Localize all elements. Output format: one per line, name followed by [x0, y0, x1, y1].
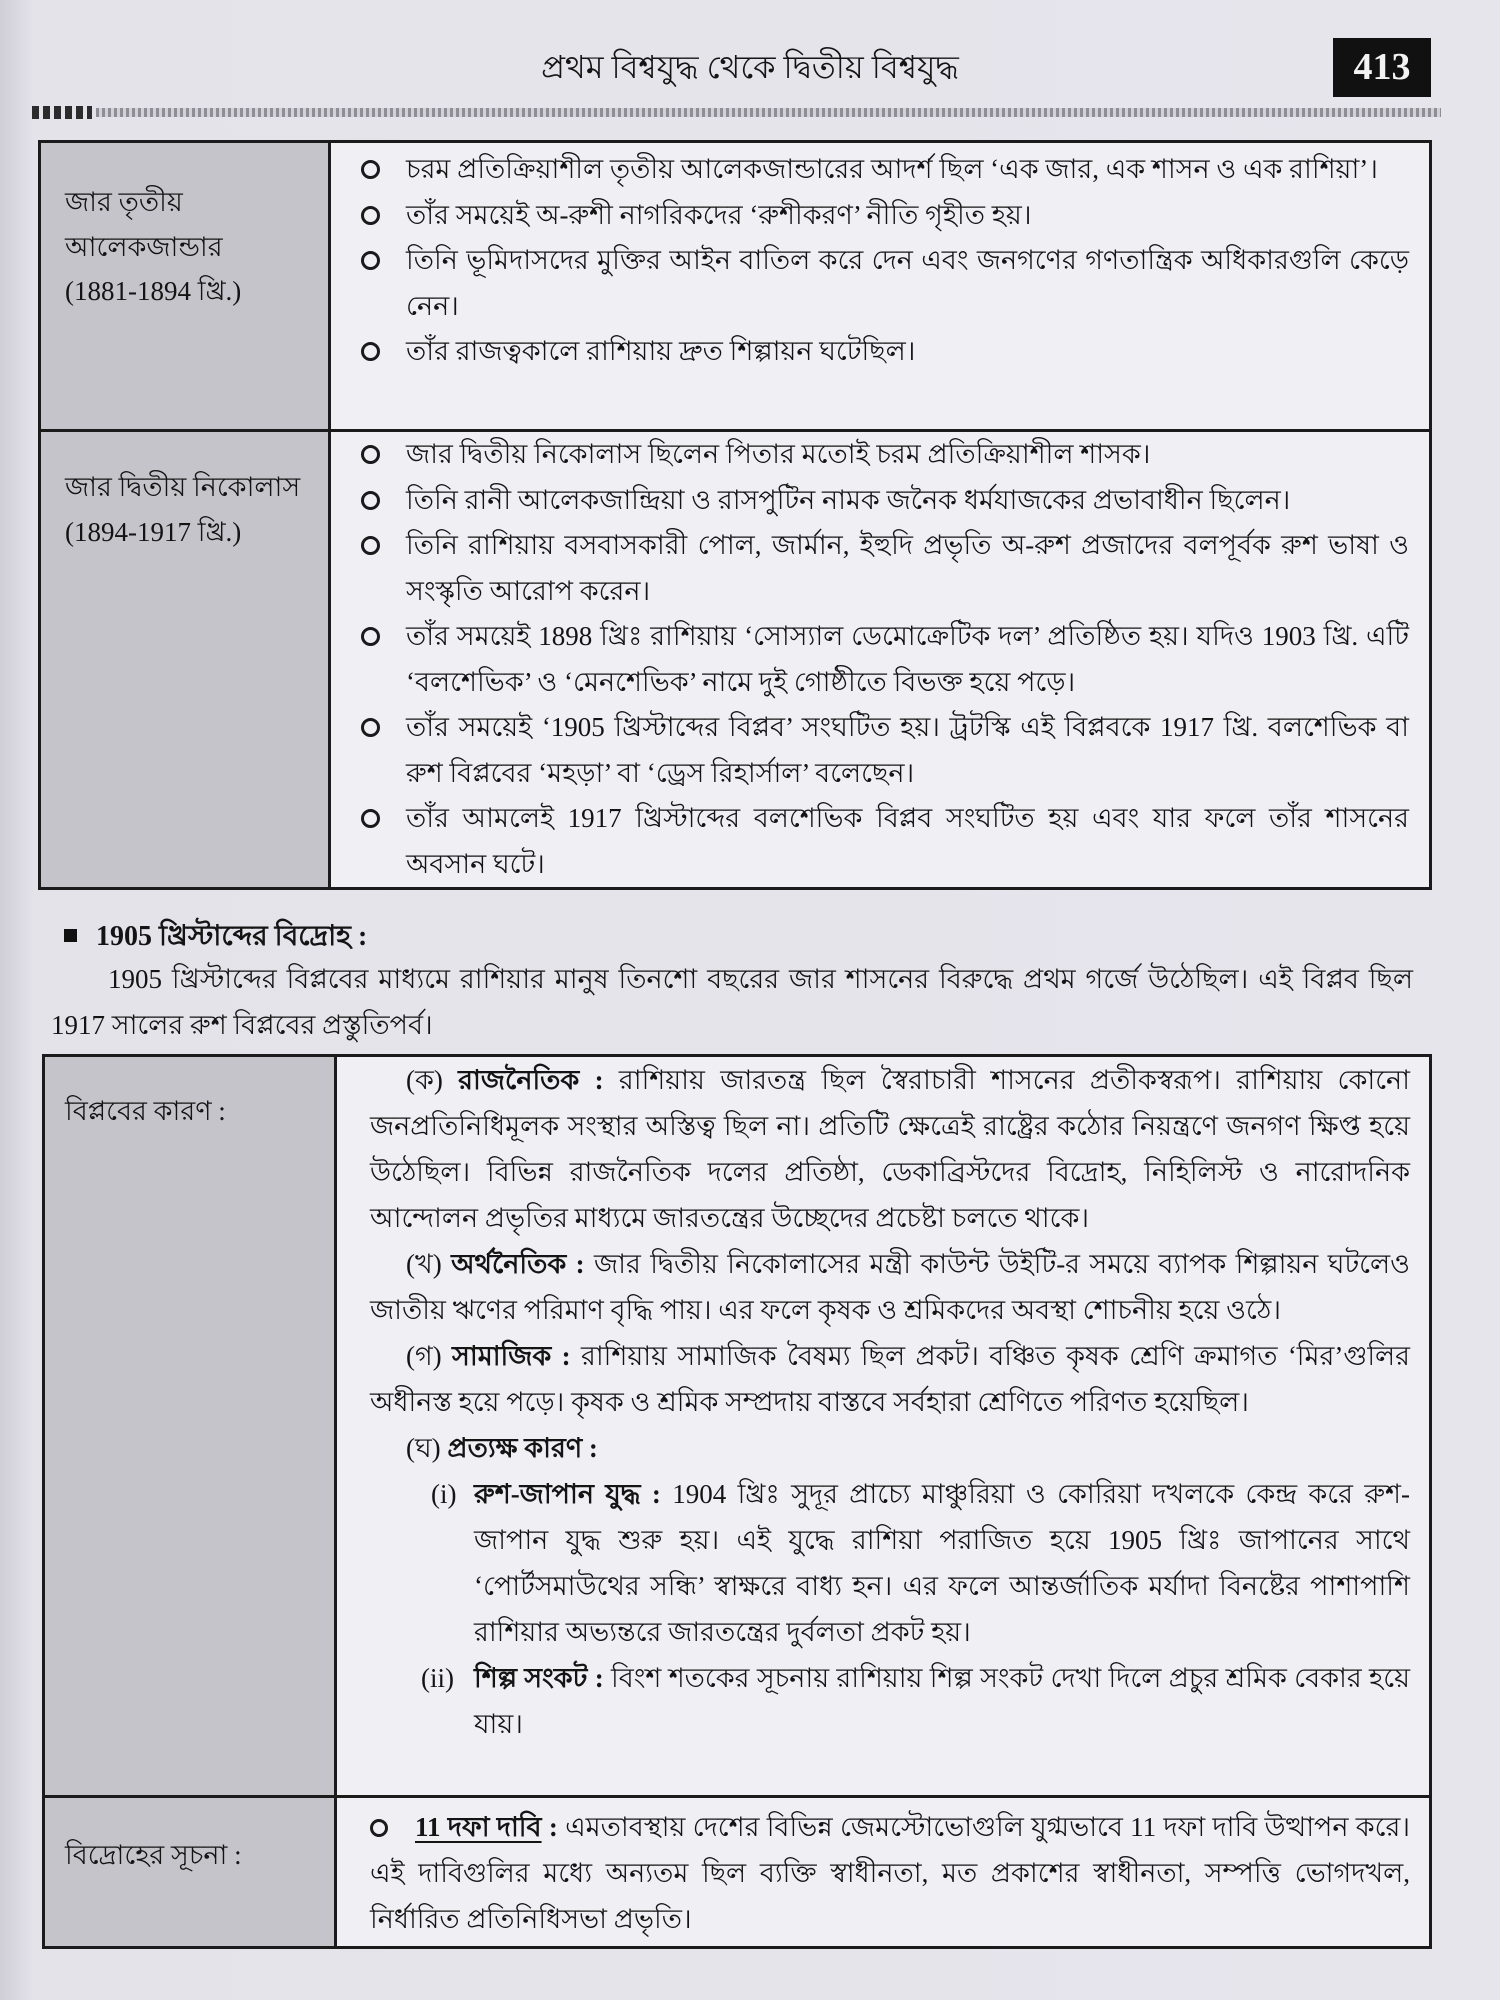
header-rule-dashes: [32, 106, 92, 119]
bullet-item: তাঁর সময়েই ‘1905 খ্রিস্টাব্দের বিপ্লব’ সংঘটিত হয়। ট্রটস্কি এই বিপ্লবকে 1917 খ্রি. বলশেভিক বা রুশ বিপ্লবের ‘মহড়া’ বা ‘ড্রেস রিহার্সাল’ বলেছেন।: [406, 705, 1409, 796]
tsar-reign-table: [38, 140, 1432, 890]
label-line: আলেকজান্ডার: [65, 231, 223, 262]
label-line: (1894-1917 খ্রি.): [65, 516, 242, 547]
bullet-item: তিনি রানী আলেকজান্দ্রিয়া ও রাসপুটিন নামক জনৈক ধর্মযাজকের প্রভাবাধীন ছিলেন।: [406, 478, 1409, 524]
row-content-causes: [337, 1057, 1429, 1795]
page-body: [0, 140, 1500, 1949]
bullet-item: তাঁর আমলেই 1917 খ্রিস্টাব্দের বলশেভিক বিপ্লব সংঘটিত হয় এবং যার ফলে তাঁর শাসনের অবসান ঘটে।: [406, 796, 1409, 887]
revolt-1905-table: [42, 1054, 1432, 1949]
label-line: (1881-1894 খ্রি.): [65, 276, 242, 306]
bullet-item: জার দ্বিতীয় নিকোলাস ছিলেন পিতার মতোই চরম প্রতিক্রিয়াশীল শাসক।: [406, 432, 1409, 478]
hollow-circle-bullet-icon: [361, 809, 380, 828]
page-number-badge: 413: [1333, 38, 1431, 97]
section-paragraph: 1905 খ্রিস্টাব্দের বিপ্লবের মাধ্যমে রাশিয়ার মানুষ তিনশো বছরের জার শাসনের বিরুদ্ধে প্রথম গর্জে উঠেছিল। এই বিপ্লব ছিল 1917 সালের রুশ বিপ্লবের প্রস্তুতিপর্ব।: [51, 964, 1413, 1040]
hollow-circle-bullet-icon: [361, 536, 380, 555]
label-line: জার তৃতীয়: [65, 187, 183, 217]
hollow-circle-bullet-icon: [361, 206, 380, 225]
direct-cause-russo-japanese-war: (i) রুশ-জাপান যুদ্ধ : 1904 খ্রিঃ সুদূর প্রাচ্যে মাঞ্চুরিয়া ও কোরিয়া দখলকে কেন্দ্র করে রুশ-জাপান যুদ্ধ শুরু হয়। এই যুদ্ধে রাশিয়া পরাজিত হয়ে 1905 খ্রিঃ জাপানের সাথে ‘পোর্টসমাউথের সন্ধি’ স্বাক্ষরে বাধ্য হন। এর ফলে আন্তর্জাতিক মর্যাদা বিনষ্টের পাশাপাশি রাশিয়ার অভ্যন্তরে জারতন্ত্রের দুর্বলতা প্রকট হয়।: [431, 1479, 1411, 1647]
row-label-alexander-iii: [41, 143, 331, 429]
section-heading: 1905 খ্রিস্টাব্দের বিদ্রোহ :: [64, 916, 1500, 958]
bullet-item: তিনি ভূমিদাসদের মুক্তির আইন বাতিল করে দেন এবং জনগণের গণতান্ত্রিক অধিকারগুলি কেড়ে নেন।: [406, 238, 1409, 329]
hollow-circle-bullet-icon: [361, 627, 380, 646]
row-label-nicholas-ii: [41, 429, 331, 887]
hollow-circle-bullet-icon: [361, 718, 380, 737]
hollow-circle-bullet-icon: [361, 445, 380, 464]
cause-direct-heading: (ঘ) প্রত্যক্ষ কারণ :: [406, 1433, 598, 1463]
hollow-circle-bullet-icon: [361, 160, 380, 179]
row-content-alexander-iii: [331, 143, 1429, 429]
cause-social: (গ) সামাজিক : রাশিয়ায় সামাজিক বৈষম্য ছিল প্রকট। বঞ্চিত কৃষক শ্রেণি ক্রমাগত ‘মির’গুলির অধীনস্ত হয়ে পড়ে। কৃষক ও শ্রমিক সম্প্রদায় বাস্তবে সর্বহারা শ্রেণিতে পরিণত হয়েছিল।: [370, 1341, 1411, 1417]
row-content-nicholas-ii: [331, 429, 1429, 887]
bullet-item: তিনি রাশিয়ায় বসবাসকারী পোল, জার্মান, ইহুদি প্রভৃতি অ-রুশ প্রজাদের বলপূর্বক রুশ ভাষা ও সংস্কৃতি আরোপ করেন।: [406, 523, 1409, 614]
bullet-item: তাঁর সময়েই 1898 খ্রিঃ রাশিয়ায় ‘সোস্যাল ডেমোক্রেটিক দল’ প্রতিষ্ঠিত হয়। যদিও 1903 খ্রি. এটি ‘বলশেভিক’ ও ‘মেনশেভিক’ নামে দুই গোষ্ঠীতে বিভক্ত হয়ে পড়ে।: [406, 614, 1409, 705]
row-label-onset: বিদ্রোহের সূচনা :: [45, 1795, 337, 1946]
bullet-item: তাঁর সময়েই অ-রুশী নাগরিকদের ‘রুশীকরণ’ নীতি গৃহীত হয়।: [406, 193, 1409, 239]
label-line: জার দ্বিতীয় নিকোলাস: [65, 472, 301, 502]
header-rule: [96, 108, 1441, 117]
hollow-circle-bullet-icon: [370, 1819, 388, 1837]
direct-cause-industrial-crisis: (ii) শিল্প সংকট : বিংশ শতকের সূচনায় রাশিয়ায় শিল্প সংকট দেখা দিলে প্রচুর শ্রমিক বেকার হয়ে যায়।: [421, 1663, 1410, 1739]
hollow-circle-bullet-icon: [361, 491, 380, 510]
black-square-bullet-icon: [64, 929, 77, 942]
row-content-onset: [337, 1795, 1429, 1946]
hollow-circle-bullet-icon: [361, 251, 380, 270]
bullet-item: তাঁর রাজত্বকালে রাশিয়ায় দ্রুত শিল্পায়ন ঘটেছিল।: [406, 329, 1409, 375]
cause-political: (ক) রাজনৈতিক : রাশিয়ায় জারতন্ত্র ছিল স্বৈরাচারী শাসনের প্রতীকস্বরূপ। রাশিয়ায় কোনো জনপ্রতিনিধিমূলক সংস্থার অস্তিত্ব ছিল না। প্রতিটি ক্ষেত্রেই রাষ্ট্রের কঠোর নিয়ন্ত্রণে জনগণ ক্ষিপ্ত হয়ে উঠেছিল। বিভিন্ন রাজনৈতিক দলের প্রতিষ্ঠা, ডেকাব্রিস্টদের বিদ্রোহ, নিহিলিস্ট ও নারোদনিক আন্দোলন প্রভৃতির মাধ্যমে জারতন্ত্রের উচ্ছেদের প্রচেষ্টা চলতে থাকে।: [370, 1065, 1410, 1233]
bullet-item: চরম প্রতিক্রিয়াশীল তৃতীয় আলেকজান্ডারের আদর্শ ছিল ‘এক জার, এক শাসন ও এক রাশিয়া’।: [406, 147, 1409, 193]
bullet-list: [406, 432, 1409, 887]
bullet-list: [406, 147, 1409, 375]
running-header-title: প্রথম বিশ্বযুদ্ধ থেকে দ্বিতীয় বিশ্বযুদ্ধ: [541, 49, 959, 85]
hollow-circle-bullet-icon: [361, 342, 380, 361]
cause-economic: (খ) অর্থনৈতিক : জার দ্বিতীয় নিকোলাসের মন্ত্রী কাউন্ট উইটি-র সময়ে ব্যাপক শিল্পায়ন ঘটলেও জাতীয় ঋণের পরিমাণ বৃদ্ধি পায়। এর ফলে কৃষক ও শ্রমিকদের অবস্থা শোচনীয় হয়ে ওঠে।: [370, 1249, 1411, 1325]
row-label-causes: বিপ্লবের কারণ :: [45, 1057, 337, 1795]
onset-point: 11 দফা দাবি : এমতাবস্থায় দেশের বিভিন্ন জেমস্টোভোগুলি যুগ্মভাবে 11 দফা দাবি উত্থাপন করে। এই দাবিগুলির মধ্যে অন্যতম ছিল ব্যক্তি স্বাধীনতা, মত প্রকাশের স্বাধীনতা, সম্পত্তি ভোগদখল, নির্ধারিত প্রতিনিধিসভা প্রভৃতি।: [370, 1812, 1410, 1934]
